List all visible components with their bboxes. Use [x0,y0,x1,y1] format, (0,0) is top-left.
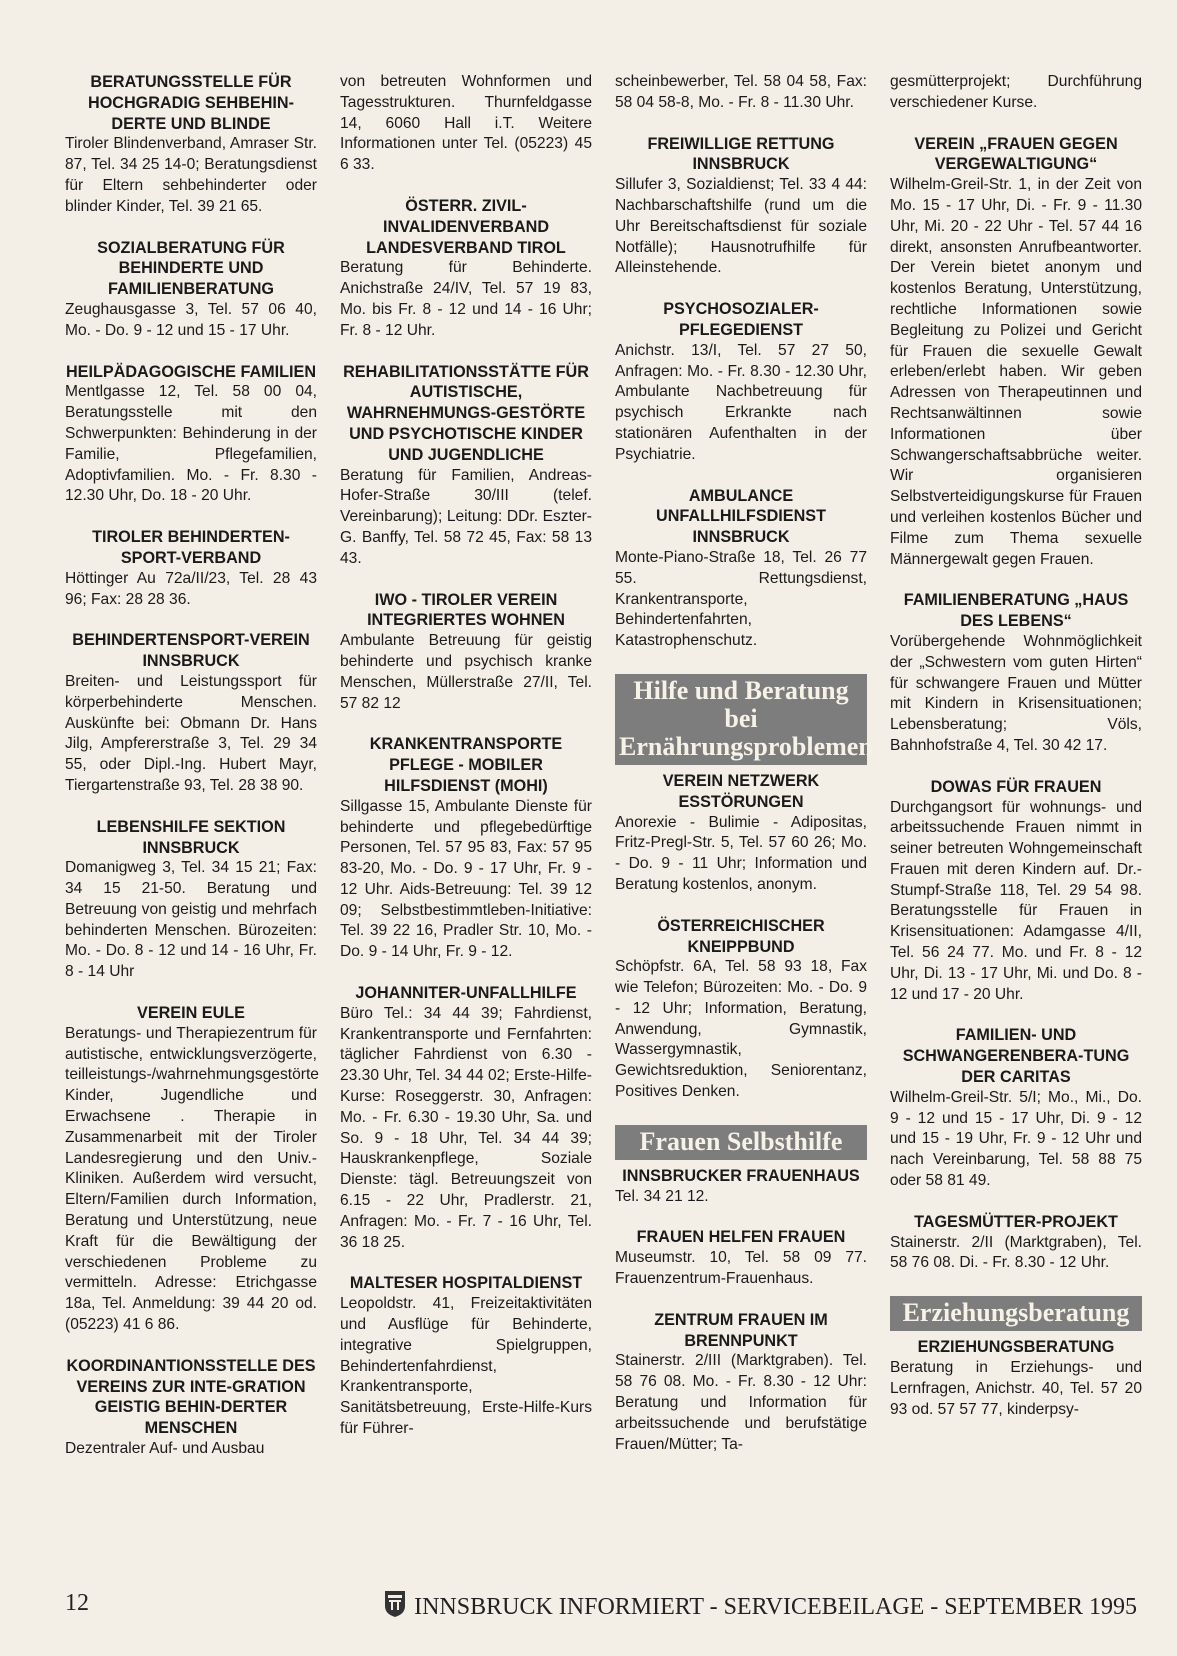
entry-title: PSYCHOSOZIALER-PFLEGEDIENST [663,300,819,339]
column-2 [340,72,592,1460]
column-4 [890,72,1142,1440]
entry-body: Stainerstr. 2/III (Marktgraben). Tel. 58 76 08. Mo. - Fr. 8.30 - 12 Uhr: Beratung und Information für arbeitssuchende und berufstätige Frauen/Mütter; Ta- [615,1352,867,1453]
entry-title: REHABILITATIONSSTÄTTE FÜR AUTISTISCHE, WAHRNEHMUNGS-GESTÖRTE UND PSYCHOTISCHE KINDER UND JUGENDLICHE [343,362,589,464]
entry-body: Wilhelm-Greil-Str. 1, in der Zeit von Mo. 15 - 17 Uhr, Di. - Fr. 9 - 11.30 Uhr, Mi. 20 - 22 Uhr - Tel. 57 44 16 direkt, ansonsten Anrufbeantworter. Der Verein bietet anonym und kostenlos Beratung, Unterstützung, rechtliche Informationen sowie Begleitung zu Polizei und Gericht für Frauen die sexuelle Gewalt erleben/erlebt haben. Wir geben Adressen von Therapeutinnen und Rechtsanwältinnen sowie Informationen über Schwangerschaftsabbrüche weiter. Wir organisieren Selbstverteidigungskurse für Frauen und verleihen kostenlos Bücher und Filme zum Thema sexuelle Männergewalt gegen Frauen. [890,176,1142,568]
entry-body: Domanigweg 3, Tel. 34 15 21; Fax: 34 15 21-50. Beratung und Betreuung von geistig und mehrfach behinderten Menschen. Bürozeiten: Mo. - Do. 8 - 12 und 14 - 16 Uhr, Fr. 8 - 14 Uhr [65,859,317,981]
directory-entry [340,72,592,176]
publication-title: INNSBRUCK INFORMIERT - SERVICEBEILAGE - SEPTEMBER 1995 [414,1594,1137,1620]
entry-body: Sillgasse 15, Ambulante Dienste für behinderte und pflegebedürftige Personen, Tel. 57 95 83, Fax: 57 95 83-20, Mo. - Do. 9 - 17 Uhr, Fr. 9 - 12 Uhr. Aids-Betreuung: Tel. 39 12 09; Selbstbestimmtleben-Initiative: Tel. 39 22 16, Pradler Str. 10, Mo. - Do. 9 - 14 Uhr, Fr. 9 - 12. [340,797,592,961]
directory-entry [615,1166,867,1208]
entry-title: ÖSTERR. ZIVIL-INVALIDENVERBAND LANDESVERBAND TIROL [366,196,566,257]
section-banner: Erziehungsberatung [890,1296,1142,1331]
entry-title: VEREIN „FRAUEN GEGEN VERGEWALTIGUNG“ [914,134,1118,174]
directory-entry [65,1356,317,1460]
entry-body: Museumstr. 10, Tel. 58 09 77. Frauenzentrum-Frauenhaus. [615,1249,867,1288]
entry-title: INNSBRUCKER FRAUENHAUS [622,1166,860,1185]
directory-entry [65,527,317,610]
entry-body: Durchgangsort für wohnungs- und arbeitssuchende Frauen nimmt in seiner betreuten Wohngemeinschaft Frauen mit deren Kindern auf. Dr.-Stumpf-Straße 118, Tel. 29 54 98. Beratungsstelle für Frauen in Krisensituationen: Adamgasse 4/II, Tel. 56 24 77. Mo. und Fr. 8 - 12 Uhr, Di. 13 - 17 Uhr, Mi. und Do. 8 - 12 und 17 - 20 Uhr. [890,798,1142,1003]
entry-title: FREIWILLIGE RETTUNG INNSBRUCK [647,134,835,174]
entry-body: gesmütterprojekt; Durchführung verschiedener Kurse. [890,73,1142,111]
directory-entry [615,1310,867,1456]
entry-body: Höttinger Au 72a/II/23, Tel. 28 43 96; Fax: 28 28 36. [65,569,317,608]
entry-title: VEREIN EULE [137,1004,245,1023]
directory-entry [340,1273,592,1439]
entry-body: von betreuten Wohnformen und Tagesstrukturen. Thurnfeldgasse 14, 6060 Hall i.T. Weitere Informationen unter Tel. (05223) 45 6 33. [340,73,592,174]
column-3 [615,72,873,1475]
entry-body: Tel. 34 21 12. [615,1187,709,1205]
entry-title: MALTESER HOSPITALDIENST [349,1274,583,1293]
entry-title: LEBENSHILFE SEKTION INNSBRUCK [96,817,286,857]
directory-entry [615,299,867,465]
directory-entry [890,590,1142,756]
entry-title: ERZIEHUNGSBERATUNG [917,1338,1115,1357]
entry-body: Stainerstr. 2/II (Marktgraben), Tel. 58 76 08. Di. - Fr. 8.30 - 12 Uhr. [890,1233,1142,1272]
section-banner: Frauen Selbsthilfe [615,1125,867,1160]
entry-title: IWO - TIROLER VEREIN INTEGRIERTES WOHNEN [367,590,565,630]
directory-entry [340,734,592,963]
directory-entry [615,916,867,1103]
directory-entry [615,771,867,896]
innsbruck-crest-icon [384,1590,406,1618]
page-footer [65,1590,1137,1620]
directory-entry [890,777,1142,1006]
directory-entry [65,238,317,342]
directory-entry [890,1337,1142,1420]
directory-entry [615,1227,867,1289]
entry-title: JOHANNITER-UNFALLHILFE [355,984,577,1003]
entry-body: Beratung in Erziehungs- und Lernfragen, Anichstr. 40, Tel. 57 20 93 od. 57 57 77, kinderpsy- [890,1359,1142,1418]
entry-title: BEHINDERTENSPORT-VEREIN INNSBRUCK [72,631,310,671]
entry-body: Büro Tel.: 34 44 39; Fahrdienst, Krankentransporte und Fernfahrten: täglicher Fahrdienst von 6.30 - 23.30 Uhr, Tel. 34 44 02; Erste-Hilfe-Kurse: Roseggerstr. 30, Anfragen: Mo. - Fr. 6.30 - 19.30 Uhr, Sa. und So. 9 - 18 Uhr, Tel. 34 44 39; Hauskrankenpflege, Soziale Dienste: tägl. Betreuungszeit von 6.15 - 22 Uhr, Pradlerstr. 21, Anfragen: Mo. - Fr. 7 - 16 Uhr, Tel. 36 18 25. [340,1004,592,1251]
entry-title: TIROLER BEHINDERTEN-SPORT-VERBAND [92,528,290,567]
entry-body: Dezentraler Auf- und Ausbau [65,1440,265,1458]
entry-title: BERATUNGSSTELLE FÜR HOCHGRADIG SEHBEHIN-DERTE UND BLINDE [88,73,294,133]
directory-entry [65,1003,317,1336]
directory-entry [340,983,592,1253]
entry-body: Beratung für Familien, Andreas-Hofer-Straße 30/III (telef. Vereinbarung); Leitung: DDr. Eszter-G. Banffy, Tel. 58 72 45, Fax: 58 13 43. [340,466,592,567]
entry-body: Anorexie - Bulimie - Adipositas, Fritz-Pregl-Str. 5, Tel. 57 60 26; Mo. - Do. 9 - 11 Uhr; Information und Beratung kostenlos, anonym. [615,813,867,893]
entry-body: Vorübergehende Wohnmöglichkeit der „Schwestern vom guten Hirten“ für schwangere Frauen und Mütter mit Kindern in Krisensituationen; Lebensberatung; Völs, Bahnhofstraße 4, Tel. 30 42 17. [890,632,1142,754]
directory-entry [890,1212,1142,1274]
entry-body: Sillufer 3, Sozialdienst; Tel. 33 4 44: Nachbarschaftshilfe (rund um die Uhr Bereitschaftsdienst für soziale Notfälle); Hausnotrufhilfe für Alleinstehende. [615,176,867,277]
entry-body: Wilhelm-Greil-Str. 5/I; Mo., Mi., Do. 9 - 12 und 15 - 17 Uhr, Di. 9 - 12 und 15 - 19 Uhr, Fr. 9 - 12 Uhr und nach Vereinbarung, Tel. 58 88 75 oder 58 81 49. [890,1088,1142,1190]
directory-entry [615,72,867,114]
entry-body: Mentlgasse 12, Tel. 58 00 04, Beratungsstelle mit den Schwerpunkten: Behinderung in der Familie, Pflegefamilien, Adoptivfamilien. Mo. - Fr. 8.30 - 12.30 Uhr, Do. 18 - 20 Uhr. [65,383,317,505]
directory-entry [65,362,317,508]
directory-entry [615,134,867,280]
directory-entry [65,630,317,796]
section-banner: Hilfe und Beratung bei Ernährungsproblemen [615,674,867,765]
directory-entry [340,196,592,342]
entry-body: Monte-Piano-Straße 18, Tel. 26 77 55. Rettungsdienst, Krankentransporte, Behindertenfahrten, Katastrophenschutz. [615,548,867,650]
entry-title: FRAUEN HELFEN FRAUEN [636,1228,846,1247]
directory-entry [890,1025,1142,1191]
entry-title: KOORDINANTIONSSTELLE DES VEREINS ZUR INTE-GRATION GEISTIG BEHIN-DERTER MENSCHEN [66,1356,316,1438]
entry-body: Leopoldstr. 41, Freizeitaktivitäten und Ausflüge für Behinderte, integrative Spielgruppen, Behindertenfahrdienst, Krankentransporte, Sanitätsbetreuung, Erste-Hilfe-Kurs für Führer- [340,1295,592,1438]
entry-body: Anichstr. 13/I, Tel. 57 27 50, Anfragen: Mo. - Fr. 8.30 - 12.30 Uhr, Ambulante Nachbetreuung für psychisch Erkrankte nach stationären Aufenthalten in der Psychiatrie. [615,341,867,463]
entry-title: ÖSTERREICHISCHER KNEIPPBUND [657,916,825,956]
entry-title: AMBULANCE UNFALLHILFSDIENST INNSBRUCK [656,486,826,547]
entry-body: Schöpfstr. 6A, Tel. 58 93 18, Fax wie Telefon; Bürozeiten: Mo. - Do. 9 - 12 Uhr; Information, Beratung, Anwendung, Gymnastik, Wassergymnastik, Gewichtsreduktion, Seniorentanz, Positives Denken. [615,958,867,1101]
entry-title: SOZIALBERATUNG FÜR BEHINDERTE UND FAMILIENBERATUNG [97,238,285,299]
column-1 [65,72,317,1480]
entry-title: VEREIN NETZWERK ESSTÖRUNGEN [662,771,820,811]
directory-entry [615,486,867,652]
entry-body: scheinbewerber, Tel. 58 04 58, Fax: 58 04 58-8, Mo. - Fr. 8 - 11.30 Uhr. [615,73,867,111]
directory-entry [65,817,317,983]
page-number: 12 [65,1590,89,1616]
entry-title: HEILPÄDAGOGISCHE FAMILIEN [65,362,317,381]
footer-publication [384,1590,1137,1621]
directory-entry [340,590,592,715]
entry-body: Beratung für Behinderte. Anichstraße 24/IV, Tel. 57 19 83, Mo. bis Fr. 8 - 12 und 14 - 16 Uhr; Fr. 8 - 12 Uhr. [340,259,592,339]
entry-title: TAGESMÜTTER-PROJEKT [914,1212,1118,1231]
directory-entry [65,72,317,218]
entry-title: FAMILIENBERATUNG „HAUS DES LEBENS“ [903,591,1129,631]
entry-body: Tiroler Blindenverband, Amraser Str. 87, Tel. 34 25 14-0; Beratungsdienst für Eltern sehbehinderter oder blinder Kinder, Tel. 39 21 65. [65,135,317,215]
entry-body: Beratungs- und Therapiezentrum für autistische, entwicklungsverzögerte, teilleistungs-/wahrnehmungsgestörte Kinder, Jugendliche und Erwachsene . Therapie in Zusammenarbeit mit der Tiroler Landesregierung und den Univ.-Kliniken. Außerdem wird versucht, Eltern/Familien durch Information, Beratung und Unterstützung, neue Kraft für die Bewältigung der verschiedenen Probleme zu vermitteln. Adresse: Etrichgasse 18a, Tel. Anmeldung: 39 44 20 od. (05223) 41 6 86. [65,1024,319,1334]
entry-body: Zeughausgasse 3, Tel. 57 06 40, Mo. - Do. 9 - 12 und 15 - 17 Uhr. [65,300,317,339]
directory-entry [890,72,1142,114]
entry-body: Ambulante Betreuung für geistig behinderte und psychisch kranke Menschen, Müllerstraße 27/II, Tel. 57 82 12 [340,632,592,712]
entry-title: FAMILIEN- UND SCHWANGERENBERA-TUNG DER CARITAS [902,1026,1130,1087]
entry-title: ZENTRUM FRAUEN IM BRENNPUNKT [654,1310,828,1350]
entry-title: KRANKENTRANSPORTE PFLEGE - MOBILER HILFSDIENST (MOHI) [369,735,563,795]
directory-entry [890,134,1142,571]
entry-title: DOWAS FÜR FRAUEN [930,777,1102,796]
directory-entry [340,362,592,570]
entry-body: Breiten- und Leistungssport für körperbehinderte Menschen. Auskünfte bei: Obmann Dr. Hans Jilg, Ampfererstraße 3, Tel. 29 34 55, oder Dipl.-Ing. Hubert Mayr, Tiergartenstraße 93, Tel. 28 38 90. [65,672,317,794]
